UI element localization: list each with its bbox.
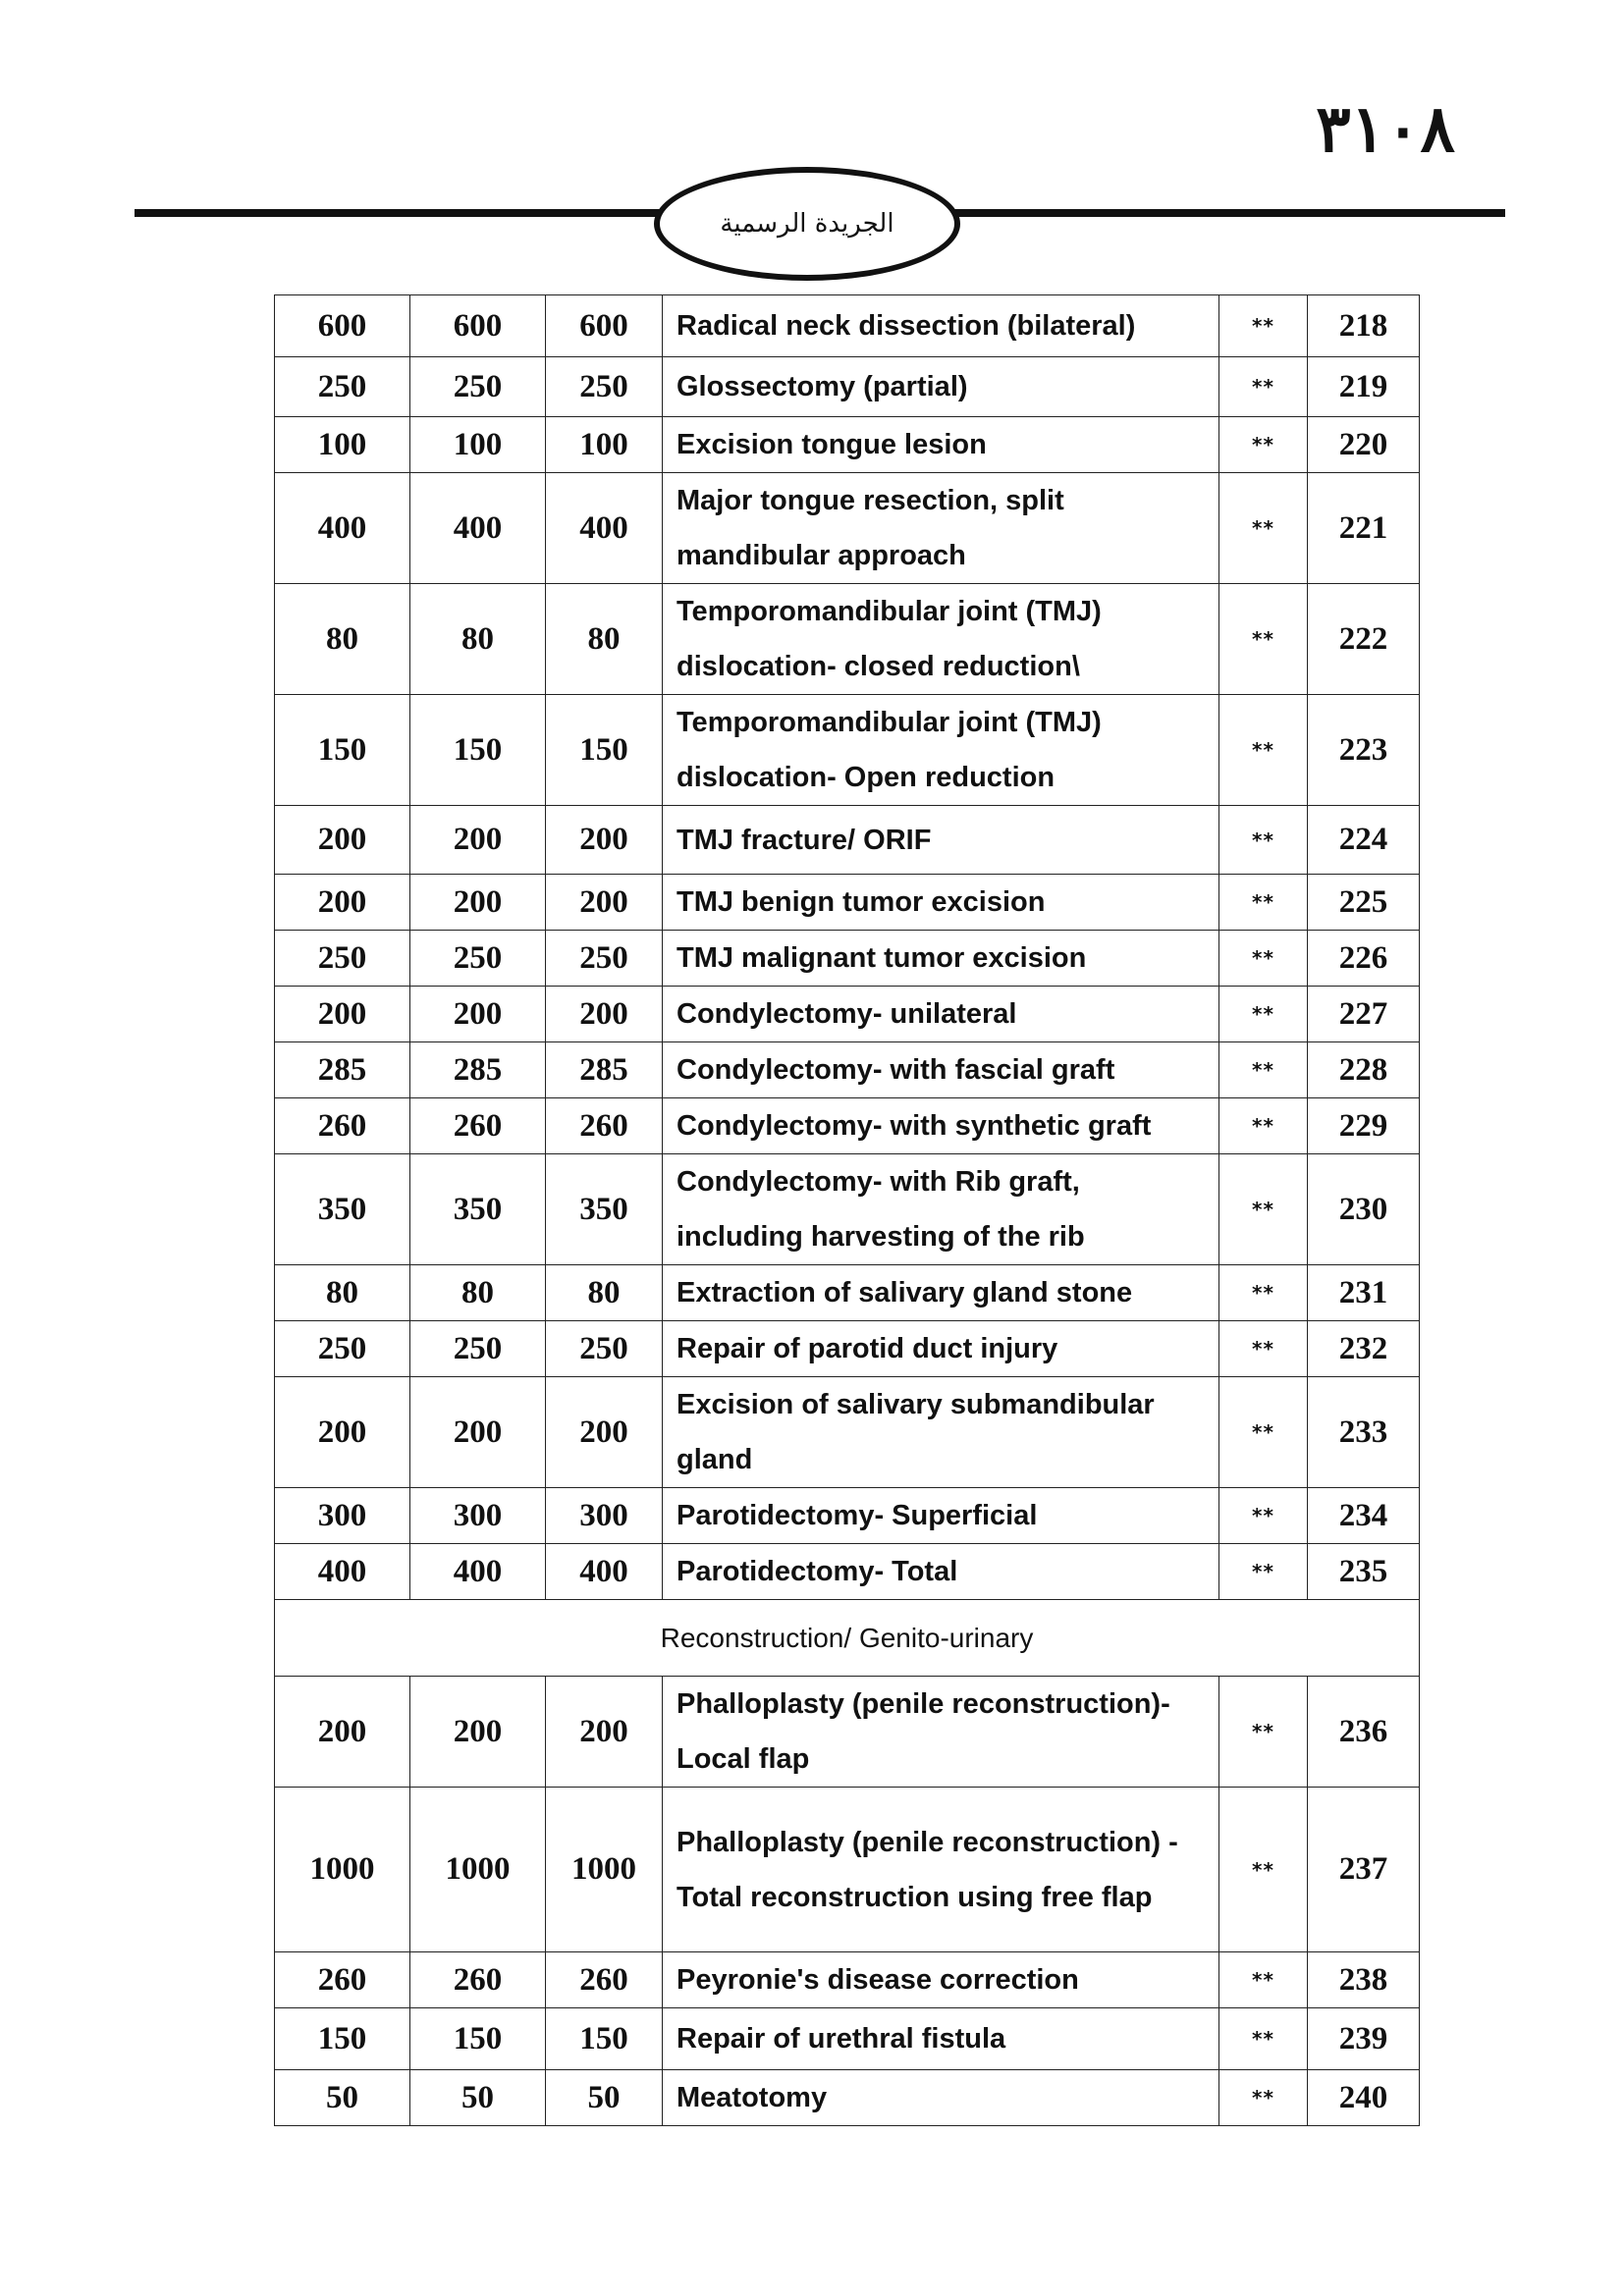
fee-schedule-table: [274, 294, 1420, 2126]
fee-cell-3: 250: [546, 357, 663, 417]
fee-cell-3: 80: [546, 584, 663, 695]
procedure-description: Temporomandibular joint (TMJ) dislocation- closed reduction\: [663, 584, 1219, 695]
fee-cell-1: 100: [275, 417, 410, 473]
table-row: [275, 1098, 1420, 1154]
fee-cell-1: 200: [275, 806, 410, 875]
procedure-code: 228: [1308, 1042, 1420, 1098]
fee-cell-2: 150: [410, 2008, 546, 2070]
procedure-code: 231: [1308, 1265, 1420, 1321]
procedure-description: Extraction of salivary gland stone: [663, 1265, 1219, 1321]
fee-cell-3: 200: [546, 1677, 663, 1788]
fee-cell-3: 600: [546, 295, 663, 357]
table-row: [275, 1488, 1420, 1544]
procedure-description: Excision of salivary submandibular gland: [663, 1377, 1219, 1488]
asterisk-mark: **: [1219, 875, 1308, 931]
fee-cell-3: 400: [546, 473, 663, 584]
procedure-description: Condylectomy- unilateral: [663, 987, 1219, 1042]
asterisk-mark: **: [1219, 806, 1308, 875]
procedure-code: 238: [1308, 1952, 1420, 2008]
procedure-code: 234: [1308, 1488, 1420, 1544]
asterisk-mark: **: [1219, 1098, 1308, 1154]
fee-cell-2: 250: [410, 1321, 546, 1377]
table-row: [275, 1154, 1420, 1265]
fee-cell-2: 350: [410, 1154, 546, 1265]
fee-cell-1: 400: [275, 1544, 410, 1600]
procedure-description: Parotidectomy- Superficial: [663, 1488, 1219, 1544]
asterisk-mark: **: [1219, 1265, 1308, 1321]
fee-cell-1: 250: [275, 357, 410, 417]
fee-cell-3: 200: [546, 875, 663, 931]
section-header-row: [275, 1600, 1420, 1677]
fee-cell-3: 200: [546, 1377, 663, 1488]
procedure-description: Glossectomy (partial): [663, 357, 1219, 417]
fee-cell-2: 150: [410, 695, 546, 806]
gazette-title-oval: [654, 167, 960, 281]
fee-cell-3: 260: [546, 1098, 663, 1154]
fee-cell-3: 350: [546, 1154, 663, 1265]
fee-cell-3: 50: [546, 2070, 663, 2126]
table-row: [275, 473, 1420, 584]
procedure-description: Meatotomy: [663, 2070, 1219, 2126]
table-row: [275, 295, 1420, 357]
fee-cell-1: 250: [275, 1321, 410, 1377]
fee-schedule-body: [275, 295, 1420, 2126]
fee-cell-2: 50: [410, 2070, 546, 2126]
procedure-code: 219: [1308, 357, 1420, 417]
procedure-description: TMJ benign tumor excision: [663, 875, 1219, 931]
procedure-description: Condylectomy- with synthetic graft: [663, 1098, 1219, 1154]
procedure-description: Condylectomy- with fascial graft: [663, 1042, 1219, 1098]
fee-cell-1: 200: [275, 1677, 410, 1788]
fee-cell-3: 1000: [546, 1788, 663, 1952]
fee-cell-1: 200: [275, 1377, 410, 1488]
procedure-code: 221: [1308, 473, 1420, 584]
table-row: [275, 1377, 1420, 1488]
fee-cell-1: 260: [275, 1098, 410, 1154]
fee-cell-1: 260: [275, 1952, 410, 2008]
procedure-description: Peyronie's disease correction: [663, 1952, 1219, 2008]
fee-cell-2: 260: [410, 1098, 546, 1154]
procedure-code: 230: [1308, 1154, 1420, 1265]
asterisk-mark: **: [1219, 931, 1308, 987]
procedure-description: Parotidectomy- Total: [663, 1544, 1219, 1600]
asterisk-mark: **: [1219, 357, 1308, 417]
fee-cell-3: 100: [546, 417, 663, 473]
fee-cell-1: 200: [275, 987, 410, 1042]
fee-cell-2: 200: [410, 875, 546, 931]
asterisk-mark: **: [1219, 1042, 1308, 1098]
fee-cell-2: 200: [410, 1677, 546, 1788]
table-row: [275, 584, 1420, 695]
fee-cell-2: 100: [410, 417, 546, 473]
asterisk-mark: **: [1219, 1788, 1308, 1952]
asterisk-mark: **: [1219, 1677, 1308, 1788]
table-row: [275, 1952, 1420, 2008]
table-row: [275, 806, 1420, 875]
procedure-code: 235: [1308, 1544, 1420, 1600]
procedure-description: Temporomandibular joint (TMJ) dislocation- Open reduction: [663, 695, 1219, 806]
fee-cell-2: 250: [410, 931, 546, 987]
asterisk-mark: **: [1219, 417, 1308, 473]
fee-cell-1: 150: [275, 2008, 410, 2070]
procedure-description: TMJ malignant tumor excision: [663, 931, 1219, 987]
table-row: [275, 1321, 1420, 1377]
procedure-code: 233: [1308, 1377, 1420, 1488]
procedure-code: 227: [1308, 987, 1420, 1042]
procedure-description: Repair of parotid duct injury: [663, 1321, 1219, 1377]
fee-cell-1: 600: [275, 295, 410, 357]
table-row: [275, 1788, 1420, 1952]
asterisk-mark: **: [1219, 2008, 1308, 2070]
procedure-description: Condylectomy- with Rib graft, including harvesting of the rib: [663, 1154, 1219, 1265]
fee-cell-3: 260: [546, 1952, 663, 2008]
fee-cell-1: 400: [275, 473, 410, 584]
fee-cell-1: 1000: [275, 1788, 410, 1952]
fee-cell-2: 300: [410, 1488, 546, 1544]
asterisk-mark: **: [1219, 2070, 1308, 2126]
fee-cell-1: 80: [275, 584, 410, 695]
fee-cell-2: 200: [410, 987, 546, 1042]
asterisk-mark: **: [1219, 584, 1308, 695]
asterisk-mark: **: [1219, 473, 1308, 584]
fee-cell-1: 150: [275, 695, 410, 806]
fee-cell-1: 300: [275, 1488, 410, 1544]
procedure-code: 218: [1308, 295, 1420, 357]
fee-cell-2: 250: [410, 357, 546, 417]
table-row: [275, 2070, 1420, 2126]
table-row: [275, 1265, 1420, 1321]
procedure-description: Phalloplasty (penile reconstruction) - Total reconstruction using free flap: [663, 1788, 1219, 1952]
page-number: ٣١٠٨: [1316, 90, 1455, 167]
procedure-code: 232: [1308, 1321, 1420, 1377]
asterisk-mark: **: [1219, 987, 1308, 1042]
procedure-code: 236: [1308, 1677, 1420, 1788]
fee-cell-1: 250: [275, 931, 410, 987]
fee-cell-3: 285: [546, 1042, 663, 1098]
asterisk-mark: **: [1219, 295, 1308, 357]
gazette-title: الجريدة الرسمية: [720, 209, 894, 239]
procedure-description: Radical neck dissection (bilateral): [663, 295, 1219, 357]
procedure-code: 239: [1308, 2008, 1420, 2070]
table-row: [275, 1042, 1420, 1098]
procedure-description: Major tongue resection, split mandibular approach: [663, 473, 1219, 584]
section-title: Reconstruction/ Genito-urinary: [275, 1600, 1420, 1677]
table-row: [275, 2008, 1420, 2070]
fee-cell-2: 80: [410, 584, 546, 695]
procedure-code: 222: [1308, 584, 1420, 695]
procedure-code: 240: [1308, 2070, 1420, 2126]
procedure-description: TMJ fracture/ ORIF: [663, 806, 1219, 875]
fee-cell-3: 150: [546, 695, 663, 806]
table-row: [275, 1677, 1420, 1788]
procedure-code: 220: [1308, 417, 1420, 473]
procedure-description: Repair of urethral fistula: [663, 2008, 1219, 2070]
procedure-code: 226: [1308, 931, 1420, 987]
fee-cell-1: 200: [275, 875, 410, 931]
fee-cell-1: 50: [275, 2070, 410, 2126]
fee-cell-2: 200: [410, 1377, 546, 1488]
procedure-code: 224: [1308, 806, 1420, 875]
fee-cell-2: 600: [410, 295, 546, 357]
asterisk-mark: **: [1219, 1952, 1308, 2008]
fee-cell-1: 350: [275, 1154, 410, 1265]
fee-cell-3: 200: [546, 806, 663, 875]
fee-cell-1: 80: [275, 1265, 410, 1321]
table-row: [275, 695, 1420, 806]
fee-cell-2: 80: [410, 1265, 546, 1321]
procedure-code: 229: [1308, 1098, 1420, 1154]
fee-cell-3: 200: [546, 987, 663, 1042]
asterisk-mark: **: [1219, 695, 1308, 806]
fee-cell-3: 80: [546, 1265, 663, 1321]
asterisk-mark: **: [1219, 1488, 1308, 1544]
procedure-code: 223: [1308, 695, 1420, 806]
fee-cell-3: 250: [546, 1321, 663, 1377]
asterisk-mark: **: [1219, 1321, 1308, 1377]
fee-cell-1: 285: [275, 1042, 410, 1098]
asterisk-mark: **: [1219, 1377, 1308, 1488]
table-row: [275, 1544, 1420, 1600]
procedure-code: 225: [1308, 875, 1420, 931]
fee-cell-3: 400: [546, 1544, 663, 1600]
fee-cell-2: 260: [410, 1952, 546, 2008]
fee-cell-2: 400: [410, 1544, 546, 1600]
procedure-description: Excision tongue lesion: [663, 417, 1219, 473]
fee-cell-3: 250: [546, 931, 663, 987]
table-row: [275, 987, 1420, 1042]
table-row: [275, 875, 1420, 931]
fee-cell-2: 285: [410, 1042, 546, 1098]
asterisk-mark: **: [1219, 1544, 1308, 1600]
asterisk-mark: **: [1219, 1154, 1308, 1265]
fee-cell-2: 200: [410, 806, 546, 875]
table-row: [275, 357, 1420, 417]
table-row: [275, 417, 1420, 473]
fee-cell-2: 400: [410, 473, 546, 584]
procedure-description: Phalloplasty (penile reconstruction)- Local flap: [663, 1677, 1219, 1788]
procedure-code: 237: [1308, 1788, 1420, 1952]
fee-cell-3: 300: [546, 1488, 663, 1544]
fee-cell-3: 150: [546, 2008, 663, 2070]
fee-cell-2: 1000: [410, 1788, 546, 1952]
table-row: [275, 931, 1420, 987]
